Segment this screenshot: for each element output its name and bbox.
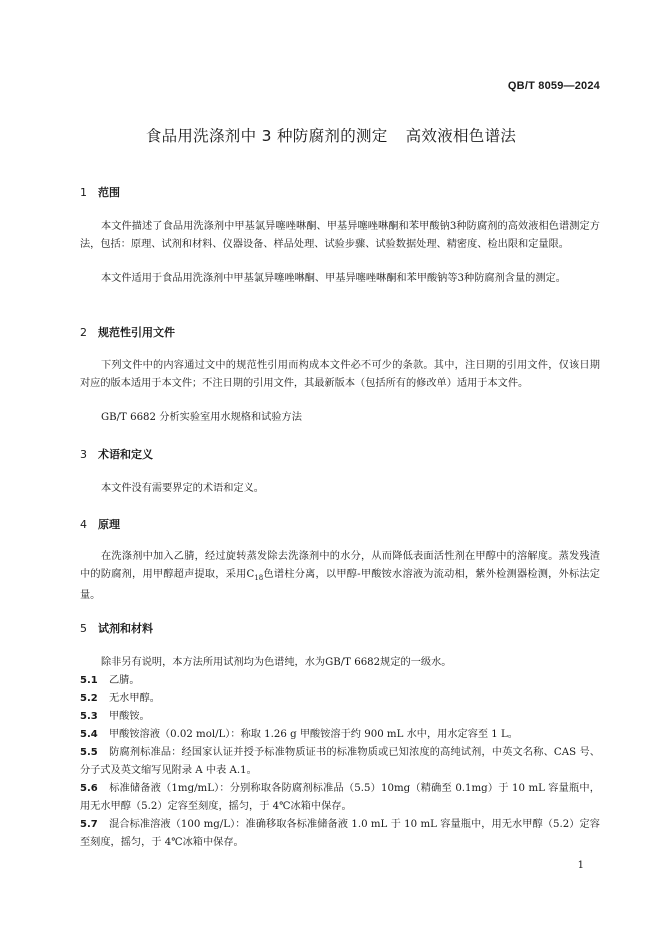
- item-number: 5.3: [80, 711, 98, 722]
- section-title: 规范性引用文件: [98, 326, 175, 339]
- page-number: 1: [577, 860, 584, 871]
- item-text: 标准储备液（1mg/mL）：分别称取各防腐剂标准品（5.5）10mg（精确至 0.1mg）于 10 mL 容量瓶中，用无水甲醇（5.2）定容至刻度，摇匀，于 4℃冰箱中保存。: [80, 783, 600, 812]
- item-number: 5.5: [80, 747, 98, 758]
- section-title: 范围: [98, 186, 120, 199]
- item-text: 防腐剂标准品：经国家认证并授予标准物质证书的标准物质或已知浓度的高纯试剂，中英文名称、CAS 号、分子式及英文缩写见附录 A 中表 A.1。: [80, 747, 600, 776]
- standard-code: QB/T 8059—2024: [507, 80, 600, 92]
- reagent-item: [80, 708, 600, 726]
- section-heading-terms: [80, 446, 153, 462]
- section-heading-reagents: [80, 620, 153, 636]
- scope-paragraph-1: 本文件描述了食品用洗涤剂中甲基氯异噻唑啉酮、甲基异噻唑啉酮和苯甲酸钠3种防腐剂的高效液相色谱测定方法，包括：原理、试剂和材料、仪器设备、样品处理、试验步骤、试验数据处理、精密度、检出限和定量限。: [80, 221, 600, 250]
- reagent-item: [80, 726, 600, 744]
- reagent-item: [80, 672, 600, 690]
- title-part-1: 食品用洗涤剂中 3 种防腐剂的测定: [145, 127, 388, 145]
- principle-paragraph: [80, 548, 600, 605]
- section-heading-scope: [80, 184, 120, 200]
- reagent-item: [80, 816, 600, 852]
- section-title: 术语和定义: [98, 448, 153, 461]
- reagent-item: [80, 780, 600, 816]
- section-number: 4: [80, 518, 87, 531]
- item-number: 5.1: [80, 675, 98, 686]
- section-heading-principle: [80, 516, 120, 532]
- item-text: 乙腈。: [109, 675, 140, 686]
- section-number: 3: [80, 448, 87, 461]
- item-text: 甲酸铵溶液（0.02 mol/L）：称取 1.26 g 甲酸铵溶于约 900 mL 水中，用水定容至 1 L。: [109, 729, 518, 740]
- normative-paragraph: 下列文件中的内容通过文中的规范性引用而构成本文件必不可少的条款。其中，注日期的引用文件，仅该日期对应的版本适用于本文件；不注日期的引用文件，其最新版本（包括所有的修改单）适用于本文件。: [80, 360, 600, 389]
- section-number: 2: [80, 326, 87, 339]
- principle-subscript: 18: [254, 574, 264, 583]
- normative-reference-gbt6682: GB/T 6682 分析实验室用水规格和试验方法: [101, 412, 302, 423]
- scope-paragraph-2: 本文件适用于食品用洗涤剂中甲基氯异噻唑啉酮、甲基异噻唑啉酮和苯甲酸钠等3种防腐剂含量的测定。: [101, 273, 566, 284]
- item-text: 混合标准溶液（100 mg/L）：准确移取各标准储备液 1.0 mL 于 10 mL 容量瓶中，用无水甲醇（5.2）定容至刻度，摇匀，于 4℃冰箱中保存。: [80, 819, 600, 848]
- reagents-intro: 除非另有说明，本方法所用试剂均为色谱纯，水为GB/T 6682规定的一级水。: [101, 657, 452, 668]
- principle-text-b: 色谱柱分离，以甲醇-甲酸铵水溶液为流动相，紫外检测器检测，外标法定量。: [80, 569, 600, 602]
- item-number: 5.6: [80, 783, 98, 794]
- section-title: 试剂和材料: [98, 622, 153, 635]
- section-number: 1: [80, 186, 87, 199]
- item-number: 5.7: [80, 819, 98, 830]
- item-text: 甲酸铵。: [109, 711, 150, 722]
- section-title: 原理: [98, 518, 120, 531]
- principle-text-a: 在洗涤剂中加入乙腈，经过旋转蒸发除去洗涤剂中的水分，从而降低表面活性剂在甲醇中的溶解度。蒸发残渣中的防腐剂，用甲醇超声提取，采用C: [80, 551, 600, 580]
- item-text: 无水甲醇。: [109, 693, 160, 704]
- section-number: 5: [80, 622, 87, 635]
- title-part-2: 高效液相色谱法: [405, 127, 517, 145]
- item-number: 5.2: [80, 693, 98, 704]
- item-number: 5.4: [80, 729, 98, 740]
- reagent-item: [80, 744, 600, 780]
- reagent-item: [80, 690, 600, 708]
- terms-paragraph: 本文件没有需要界定的术语和定义。: [101, 483, 264, 494]
- document-title: [0, 124, 662, 146]
- section-heading-normative-references: [80, 324, 175, 340]
